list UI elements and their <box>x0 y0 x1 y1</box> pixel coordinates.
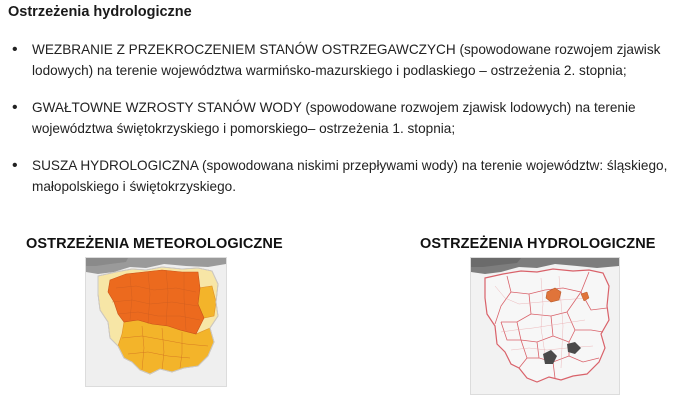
warning-text: WEZBRANIE Z PRZEKROCZENIEM STANÓW OSTRZEGAWCZYCH (spowodowane rozwojem zjawisk lodowych) na terenie województwa warmińsko-mazurskiego i podlaskiego – ostrzeżenia 2. stopnia; <box>32 42 661 78</box>
warning-text: GWAŁTOWNE WZROSTY STANÓW WODY (spowodowane rozwojem zjawisk lodowych) na terenie województwa świętokrzyskiego i pomorskiego– ostrzeżenia 1. stopnia; <box>32 100 636 136</box>
bullet-icon: • <box>12 99 18 116</box>
bullet-icon: • <box>12 157 18 174</box>
meteo-map-title: OSTRZEŻENIA METEOROLOGICZNE <box>26 236 283 252</box>
poland-map-graphic <box>86 258 226 386</box>
warning-text: SUSZA HYDROLOGICZNA (spowodowana niskimi przepływami wody) na terenie województw: śląskiego, małopolskiego i świętokrzyskiego. <box>32 158 668 194</box>
warning-item <box>12 156 692 197</box>
warning-list <box>12 40 692 214</box>
bullet-icon: • <box>12 41 18 58</box>
warning-item <box>12 98 692 139</box>
hydro-warning-map <box>470 257 620 395</box>
poland-map-graphic <box>471 258 619 394</box>
meteo-warning-map <box>85 257 227 387</box>
page-heading: Ostrzeżenia hydrologiczne <box>8 4 192 20</box>
hydro-map-title: OSTRZEŻENIA HYDROLOGICZNE <box>420 236 656 252</box>
warning-item <box>12 40 692 81</box>
